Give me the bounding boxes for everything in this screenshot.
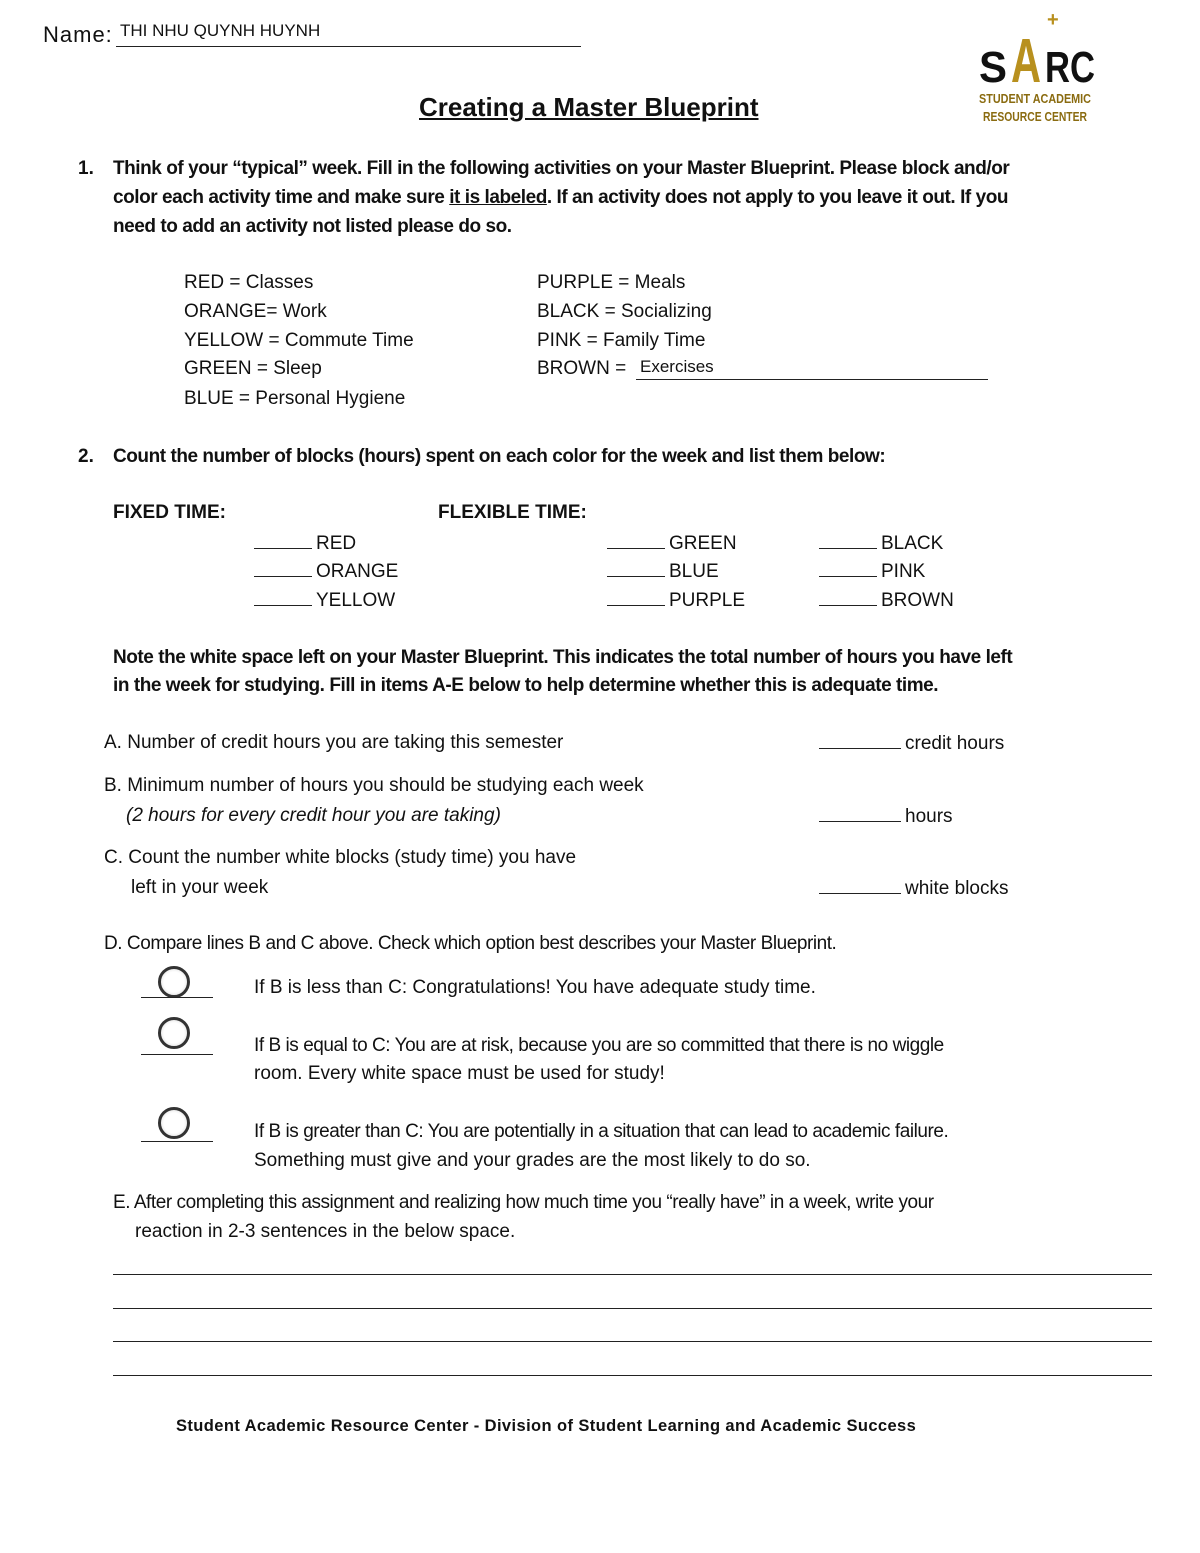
count-green[interactable]: GREEN (607, 532, 737, 555)
item-c-text1: C. Count the number white blocks (study time) you have (104, 847, 577, 868)
sarc-logo (975, 8, 1100, 126)
legend-green: GREEN = Sleep (184, 358, 322, 379)
legend-black: BLACK = Socializing (537, 301, 712, 322)
option-less-text: If B is less than C: Congratulations! You have adequate study time. (254, 977, 816, 998)
item-d-text: D. Compare lines B and C above. Check which option best describes your Master Blueprint. (104, 933, 837, 954)
legend-purple: PURPLE = Meals (537, 272, 686, 293)
item-b-sub: (2 hours for every credit hour you are taking) (126, 805, 501, 826)
q1-number: 1. (78, 158, 94, 179)
count-blue[interactable]: BLUE (607, 560, 719, 583)
legend-pink: PINK = Family Time (537, 330, 706, 351)
brown-underline (636, 379, 988, 380)
footer: Student Academic Resource Center - Division of Student Learning and Academic Success (176, 1417, 917, 1435)
flexible-time-label: FLEXIBLE TIME: (438, 502, 587, 523)
option-greater-underline (141, 1141, 213, 1142)
svg-text:RC: RC (1045, 43, 1095, 92)
legend-blue: BLUE = Personal Hygiene (184, 388, 406, 409)
item-e-line2: reaction in 2-3 sentences in the below space. (135, 1221, 516, 1242)
item-a-field[interactable]: credit hours (819, 732, 1004, 755)
option-equal-radio[interactable] (158, 1017, 190, 1049)
svg-text:STUDENT ACADEMIC: STUDENT ACADEMIC (979, 91, 1092, 106)
name-field[interactable]: THI NHU QUYNH HUYNH (120, 21, 321, 40)
svg-text:+: + (1047, 9, 1059, 31)
name-underline (116, 46, 581, 47)
option-greater-radio[interactable] (158, 1107, 190, 1139)
option-less-underline (141, 997, 213, 998)
count-brown[interactable]: BROWN (819, 589, 954, 612)
note-line1: Note the white space left on your Master Blueprint. This indicates the total number of hours you have left (113, 647, 1013, 668)
brown-activity-field[interactable]: Exercises (640, 357, 714, 376)
reaction-line-2[interactable] (113, 1308, 1152, 1309)
q2-number: 2. (78, 446, 94, 467)
count-red[interactable]: RED (254, 532, 356, 555)
fixed-time-label: FIXED TIME: (113, 502, 226, 523)
note-line2: in the week for studying. Fill in items A-E below to help determine whether this is adequate time. (113, 675, 939, 696)
svg-text:RESOURCE CENTER: RESOURCE CENTER (983, 109, 1088, 124)
page-title: Creating a Master Blueprint (419, 92, 759, 122)
legend-yellow: YELLOW = Commute Time (184, 330, 414, 351)
option-less-radio[interactable] (158, 966, 190, 998)
count-purple[interactable]: PURPLE (607, 589, 745, 612)
count-yellow[interactable]: YELLOW (254, 589, 395, 612)
option-equal-underline (141, 1054, 213, 1055)
legend-red: RED = Classes (184, 272, 314, 293)
legend-brown-label: BROWN = (537, 358, 627, 379)
count-black[interactable]: BLACK (819, 532, 943, 555)
count-orange[interactable]: ORANGE (254, 560, 398, 583)
q2-text: Count the number of blocks (hours) spent on each color for the week and list them below: (113, 446, 886, 467)
q1-line2c: . If an activity does not apply to you leave it out. If you (546, 187, 1009, 208)
option-equal-line2: room. Every white space must be used for study! (254, 1063, 665, 1084)
option-equal-line1: If B is equal to C: You are at risk, because you are so committed that there is no wiggle (254, 1035, 944, 1056)
item-b-text: B. Minimum number of hours you should be studying each week (104, 775, 644, 796)
count-pink[interactable]: PINK (819, 560, 925, 583)
svg-text:S: S (979, 43, 1007, 92)
reaction-line-4[interactable] (113, 1375, 1152, 1376)
item-b-field[interactable]: hours (819, 805, 953, 828)
q1-line3: need to add an activity not listed please do so. (113, 216, 512, 237)
reaction-line-3[interactable] (113, 1341, 1152, 1342)
option-greater-line1: If B is greater than C: You are potentially in a situation that can lead to academic failure. (254, 1121, 949, 1142)
q1-line1: Think of your “typical” week. Fill in the following activities on your Master Blueprint. Please block and/or (113, 158, 1010, 179)
option-greater-line2: Something must give and your grades are the most likely to do so. (254, 1150, 811, 1171)
svg-text:A: A (1011, 27, 1041, 96)
item-c-field[interactable]: white blocks (819, 877, 1009, 900)
item-e-line1: E. After completing this assignment and realizing how much time you “really have” in a week, write your (113, 1192, 934, 1213)
q1-line2b: it is labeled (449, 187, 547, 208)
item-a-text: A. Number of credit hours you are taking this semester (104, 732, 564, 753)
q1-line2a: color each activity time and make sure (113, 187, 450, 208)
item-c-text2: left in your week (131, 877, 269, 898)
reaction-line-1[interactable] (113, 1274, 1152, 1275)
name-label: Name: (43, 22, 113, 47)
legend-orange: ORANGE= Work (184, 301, 327, 322)
